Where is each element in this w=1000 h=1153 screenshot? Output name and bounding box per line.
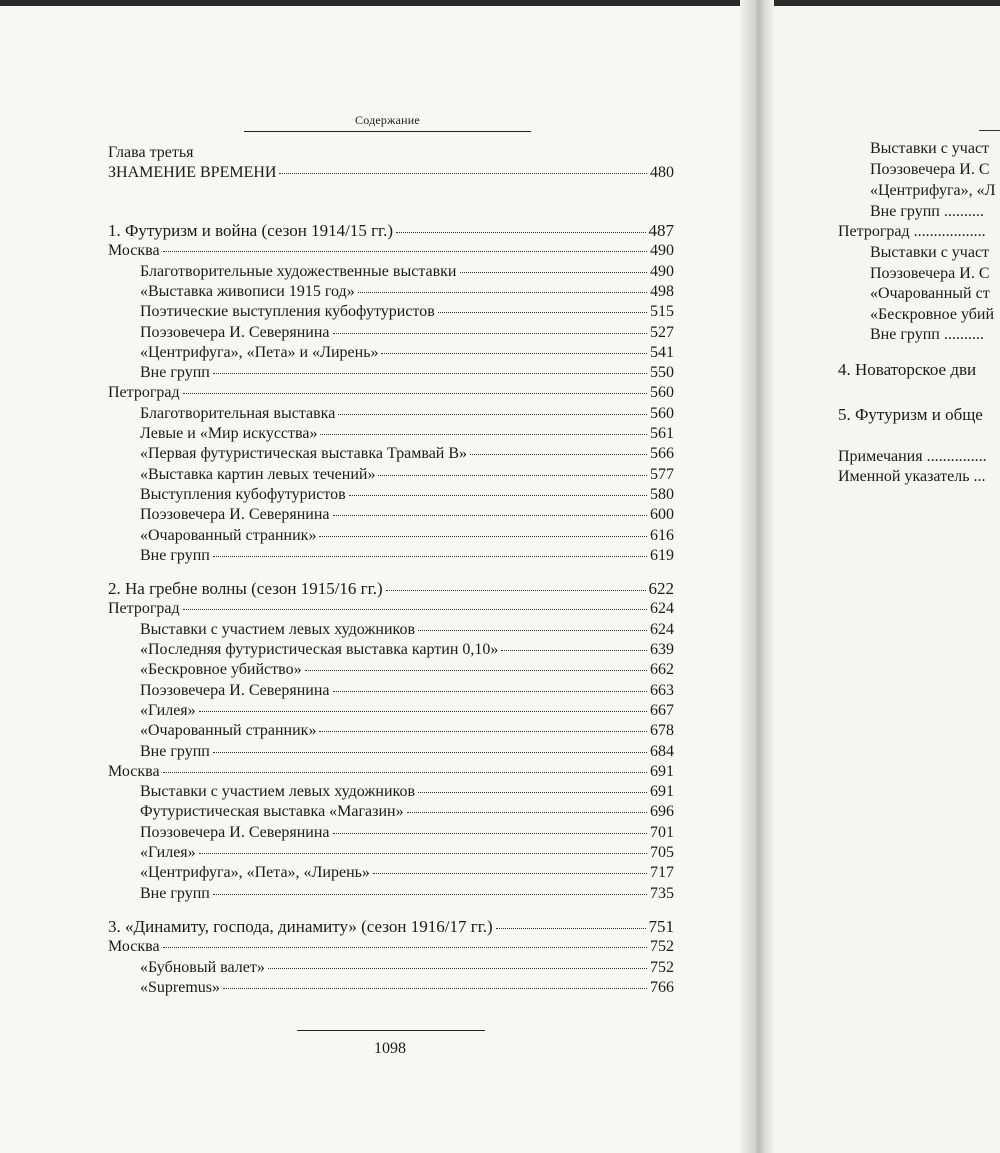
toc-section-entry	[108, 241, 674, 261]
leader-dots	[213, 555, 647, 557]
entry-title: Благотворительные художественные выставки	[140, 262, 457, 280]
entry-title: «Последняя футуристическая выставка картин 0,10»	[140, 641, 499, 658]
page-number: 717	[650, 864, 674, 882]
toc-subentry	[140, 742, 674, 762]
chapter-label: Глава третья	[108, 144, 194, 161]
toc-subentry	[140, 323, 674, 343]
leader-dots	[501, 649, 647, 651]
toc-subentry	[140, 444, 674, 464]
toc-subentry	[140, 404, 674, 424]
leader-dots	[396, 231, 645, 233]
page-number: 684	[650, 742, 674, 760]
leader-dots	[333, 832, 648, 834]
leader-dots	[407, 811, 647, 813]
entry-title: Поэзовечера И. Северянина	[140, 681, 330, 699]
page-number: 691	[650, 762, 674, 780]
entry-title: Выставки с участием левых художников	[140, 620, 416, 638]
entry-title: Вне групп	[140, 884, 210, 902]
leader-dots	[349, 494, 647, 496]
toc-subentry	[140, 302, 674, 322]
right-running-head-rule	[979, 130, 1000, 131]
entry-title: «Первая футуристическая выставка Трамвай В»	[140, 445, 468, 463]
entry-title: Вне групп	[140, 546, 210, 564]
right-toc-entry: «Очарованный ст	[870, 285, 990, 302]
toc-subentry	[140, 782, 674, 802]
right-toc-entry: Вне групп ..........	[870, 326, 984, 343]
right-page	[774, 6, 1000, 1153]
right-toc-entry: Выставки с участ	[870, 244, 990, 261]
entry-title: Петроград	[108, 384, 180, 402]
toc-subentry	[140, 526, 674, 546]
entry-title: Благотворительная выставка	[140, 404, 336, 422]
running-head: Содержание	[244, 113, 531, 132]
toc-subentry	[140, 978, 674, 998]
right-toc-entry: Выставки с участ	[870, 140, 990, 157]
page-number: 751	[648, 916, 674, 936]
toc-subentry	[140, 843, 674, 863]
leader-dots	[319, 730, 647, 732]
page-number: 515	[650, 303, 674, 321]
entry-title: Поэтические выступления кубофутуристов	[140, 303, 435, 321]
chapter-title: ЗНАМЕНИЕ ВРЕМЕНИ	[108, 164, 277, 181]
leader-dots	[163, 946, 647, 948]
entry-title: «Гилея»	[140, 844, 196, 861]
leader-dots	[213, 893, 647, 895]
page-number: 705	[650, 844, 674, 861]
toc-subentry	[140, 620, 674, 640]
leader-dots	[358, 291, 647, 293]
entry-title: Петроград	[108, 600, 180, 618]
page-number: 498	[650, 282, 674, 300]
book-gutter	[740, 0, 774, 1153]
page-number: 667	[650, 701, 674, 719]
page-number: 624	[650, 600, 674, 618]
leader-dots	[470, 453, 647, 455]
toc-subentry	[140, 884, 674, 904]
page-number: 616	[650, 526, 674, 544]
toc-subentry	[140, 343, 674, 363]
leader-dots	[213, 751, 647, 753]
right-toc-entry: Поэзовечера И. С	[870, 161, 990, 178]
entry-title: «Центрифуга», «Пета» и «Лирень»	[140, 343, 379, 361]
entry-title: Выставки с участием левых художников	[140, 783, 416, 801]
toc-subentry	[140, 465, 674, 485]
entry-title: Поэзовечера И. Северянина	[140, 506, 330, 524]
toc-section-entry	[108, 383, 674, 403]
leader-dots	[496, 927, 646, 929]
toc-subentry	[140, 262, 674, 282]
leader-dots	[418, 629, 647, 631]
entry-title: Вне групп	[140, 364, 210, 382]
toc-subentry	[140, 424, 674, 444]
leader-dots	[381, 352, 647, 354]
leader-dots	[183, 608, 647, 610]
leader-dots	[460, 271, 648, 273]
page-number: 691	[650, 783, 674, 801]
page-number: 701	[650, 823, 674, 841]
page-number: 560	[650, 404, 674, 422]
page-number: 662	[650, 661, 674, 679]
entry-title: «Выставка живописи 1915 год»	[140, 282, 355, 300]
leader-dots	[378, 474, 647, 476]
toc-subentry	[140, 660, 674, 680]
right-toc-entry: Поэзовечера И. С	[870, 265, 990, 282]
leader-dots	[333, 514, 648, 516]
toc-subentry	[140, 701, 674, 721]
leader-dots	[199, 710, 647, 712]
leader-dots	[386, 589, 646, 591]
toc-subentry	[140, 485, 674, 505]
entry-title: «Гилея»	[140, 701, 196, 719]
leader-dots	[163, 771, 647, 773]
right-toc-entry: «Центрифуга», «Л	[870, 182, 996, 199]
leader-dots	[320, 433, 647, 435]
leader-dots	[199, 852, 647, 854]
entry-title: Москва	[108, 938, 160, 956]
toc-subentry	[140, 546, 674, 566]
page-number: 550	[650, 364, 674, 382]
entry-title: «Центрифуга», «Пета», «Лирень»	[140, 864, 370, 882]
page-number: 490	[650, 262, 674, 280]
entry-title: «Очарованный странник»	[140, 526, 317, 544]
page-number: 487	[648, 221, 674, 240]
page-number: 566	[650, 445, 674, 463]
toc-subentry	[140, 721, 674, 741]
entry-title: «Supremus»	[140, 978, 220, 996]
leader-dots	[305, 669, 647, 671]
page-number: 735	[650, 884, 674, 902]
leader-dots	[418, 791, 647, 793]
entry-title: «Бескровное убийство»	[140, 661, 302, 679]
page-number: 561	[650, 425, 674, 442]
toc-section-entry	[108, 221, 674, 241]
page-number: 541	[650, 343, 674, 361]
page-number: 480	[650, 164, 674, 181]
right-toc-entry: Именной указатель ...	[838, 468, 986, 485]
entry-title: «Бубновый валет»	[140, 958, 265, 976]
toc-subentry	[140, 363, 674, 383]
entry-title: 1. Футуризм и война (сезон 1914/15 гг.)	[108, 221, 394, 240]
toc-subentry	[140, 640, 674, 660]
toc-subentry	[140, 681, 674, 701]
toc-subentry	[140, 863, 674, 883]
entry-title: Поэзовечера И. Северянина	[140, 323, 330, 341]
entry-title: Выступления кубофутуристов	[140, 485, 346, 503]
page-number: 622	[648, 579, 674, 599]
page-number: 639	[650, 641, 674, 658]
entry-title: Левые и «Мир искусства»	[140, 425, 318, 442]
leader-dots	[213, 372, 647, 374]
page-number: 577	[650, 465, 674, 483]
toc-subentry	[140, 282, 674, 302]
leader-dots	[319, 535, 647, 537]
page-number: 580	[650, 485, 674, 503]
toc-section-entry	[108, 599, 674, 619]
page-folio: 1098	[374, 1040, 406, 1057]
leader-dots	[333, 690, 648, 692]
footer-rule	[297, 1030, 485, 1031]
toc-subentry	[140, 505, 674, 525]
right-toc-entry: Петроград ..................	[838, 223, 986, 240]
right-toc-entry: Вне групп ..........	[870, 203, 984, 220]
page-number: 678	[650, 722, 674, 740]
toc-subentry	[140, 802, 674, 822]
toc-section-entry	[108, 917, 674, 937]
leader-dots	[373, 872, 647, 874]
entry-title: 2. На гребне волны (сезон 1915/16 гг.)	[108, 579, 383, 599]
page-number: 527	[650, 323, 674, 341]
page-number: 490	[650, 242, 674, 260]
entry-title: Вне групп	[140, 742, 210, 760]
toc-section-entry	[108, 937, 674, 957]
leader-dots	[163, 250, 647, 252]
leader-dots	[268, 967, 647, 969]
right-toc-entry: 5. Футуризм и обще	[838, 405, 983, 424]
right-toc-entry: «Бескровное убий	[870, 306, 995, 323]
entry-title: Москва	[108, 242, 160, 260]
chapter-title-entry	[108, 163, 674, 183]
entry-title: Поэзовечера И. Северянина	[140, 823, 330, 841]
page-number: 752	[650, 938, 674, 956]
page-number: 619	[650, 546, 674, 564]
right-toc-entry: Примечания ...............	[838, 448, 987, 465]
toc-section-entry	[108, 762, 674, 782]
page-number: 696	[650, 803, 674, 821]
right-toc-entry: 4. Новаторское дви	[838, 360, 977, 379]
leader-dots	[438, 311, 647, 313]
page-number: 624	[650, 620, 674, 638]
toc-subentry	[140, 823, 674, 843]
page-number: 600	[650, 506, 674, 524]
leader-dots	[338, 413, 647, 415]
leader-dots	[279, 172, 647, 174]
entry-title: «Очарованный странник»	[140, 722, 317, 740]
leader-dots	[183, 392, 647, 394]
page-number: 766	[650, 978, 674, 996]
entry-title: Футуристическая выставка «Магазин»	[140, 803, 404, 821]
leader-dots	[333, 332, 648, 334]
entry-title: Москва	[108, 762, 160, 780]
entry-title: «Выставка картин левых течений»	[140, 465, 376, 483]
page-number: 560	[650, 384, 674, 402]
page-number: 663	[650, 681, 674, 699]
page-number: 752	[650, 958, 674, 976]
leader-dots	[223, 987, 647, 989]
toc-section-entry	[108, 579, 674, 599]
entry-title: 3. «Динамиту, господа, динамиту» (сезон 1916/17 гг.)	[108, 916, 493, 936]
toc-subentry	[140, 958, 674, 978]
